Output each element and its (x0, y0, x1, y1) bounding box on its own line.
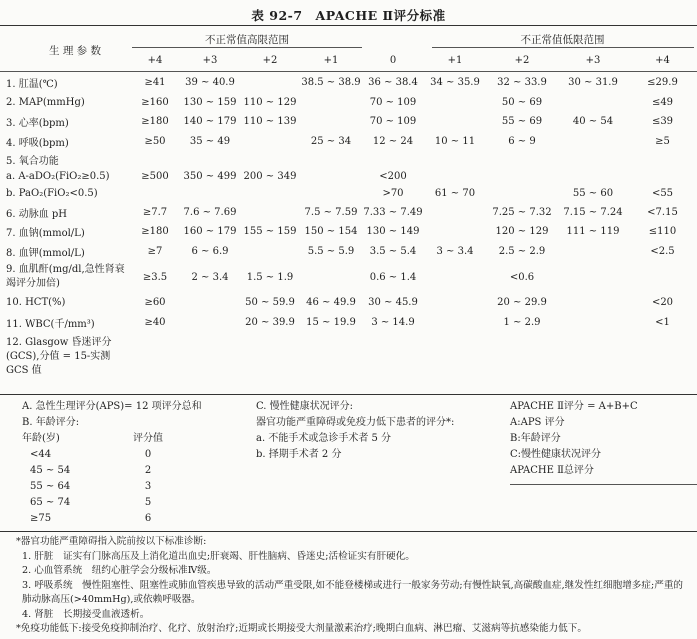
value-cell: 25 ~ 34 (310, 136, 352, 148)
value-cell (424, 168, 486, 185)
age-row (22, 447, 178, 463)
formula-rule (510, 484, 697, 485)
value-cell: 50 ~ 59.9 (245, 297, 295, 309)
formula-line: APACHE Ⅱ评分 = A+B+C (510, 401, 638, 412)
value-cell: <55 (651, 188, 674, 200)
value-cell: ≥160 (141, 96, 169, 108)
value-cell (300, 151, 362, 168)
value-cell (558, 168, 628, 185)
footnote-line: 1. 肝脏 证实有门脉高压及上消化道出血史;肝衰竭、肝性脑病、昏迷史;活检证实有肝硬化。 (22, 550, 415, 562)
table-row (0, 222, 697, 242)
value-cell (558, 151, 628, 168)
value-cell: 5.5 ~ 5.9 (307, 245, 355, 257)
value-cell (486, 332, 558, 388)
value-cell (628, 332, 697, 388)
value-cell: 0.6 ~ 1.4 (369, 271, 417, 283)
value-cell: 35 ~ 49 (189, 136, 231, 148)
score-header: +1 (323, 55, 339, 66)
value-cell (424, 93, 486, 113)
value-cell: 20 ~ 29.9 (497, 297, 547, 309)
table-row (0, 185, 697, 202)
value-cell (628, 151, 697, 168)
table-row (0, 202, 697, 222)
score-header: +4 (655, 55, 670, 66)
aps-block (22, 399, 252, 527)
value-cell (240, 202, 300, 222)
param-label: 4. 呼吸(bpm) (6, 138, 69, 150)
value-cell: 110 ~ 139 (243, 116, 297, 128)
age-range: 55 ~ 64 (30, 481, 71, 492)
table-row (0, 313, 697, 333)
value-cell: 3.5 ~ 5.4 (369, 245, 417, 257)
table-row (0, 73, 697, 93)
age-range: 65 ~ 74 (30, 497, 71, 508)
value-cell: ≥180 (141, 226, 169, 238)
footnote-line: *免疫功能低下:接受免疫抑制治疗、化疗、放射治疗;近期或长期接受大剂量激素治疗;晚期白血病、淋巴瘤、艾滋病等抗感染能力低下。 (16, 623, 587, 634)
formula-block (510, 399, 690, 479)
notes-top-rule (0, 531, 697, 532)
value-cell: 6 ~ 9 (508, 136, 536, 148)
value-cell (424, 332, 486, 388)
value-cell: 120 ~ 129 (495, 226, 549, 238)
value-cell (240, 185, 300, 202)
value-cell: 3 ~ 3.4 (436, 245, 474, 257)
score-header: +2 (514, 55, 530, 66)
value-cell: 2 ~ 3.4 (191, 271, 229, 283)
chronic-health-line: a. 不能手术或急诊手术者 5 分 (256, 433, 392, 444)
table-row (0, 242, 697, 262)
table-row (0, 168, 697, 185)
param-label: 12. Glasgow 昏迷评分(GCS),分值 = 15-实测 GCS 值 (6, 337, 112, 377)
value-cell (180, 313, 240, 333)
value-cell: ≥40 (144, 317, 166, 329)
score-header: +3 (202, 55, 218, 66)
age-col-header: 年龄(岁) (22, 433, 60, 444)
value-cell: 61 ~ 70 (434, 188, 476, 200)
value-cell (240, 242, 300, 262)
value-cell (486, 168, 558, 185)
value-cell (130, 151, 180, 168)
value-cell: 36 ~ 38.4 (368, 77, 418, 89)
age-score: 5 (144, 497, 152, 508)
value-cell (130, 185, 180, 202)
value-cell (362, 151, 424, 168)
formula-line: APACHE Ⅱ总评分 (510, 465, 594, 476)
value-cell (424, 112, 486, 132)
band-rule-high (132, 47, 362, 48)
footnote-line: 3. 呼吸系统 慢性阻塞性、阻塞性或肺血管疾患导致的活动严重受限,如不能登楼梯或进行一般家务劳动;有慢性缺氧,高碳酸血症,继发性红细胞增多症;严重的肺动脉高压(>40mmHg),或依赖呼吸器。 (22, 579, 684, 605)
value-cell (300, 93, 362, 113)
value-cell (558, 93, 628, 113)
value-cell (240, 151, 300, 168)
value-cell: 130 ~ 149 (366, 226, 420, 238)
chronic-health-block (256, 399, 506, 463)
value-cell: ≥60 (144, 297, 166, 309)
value-cell (558, 242, 628, 262)
value-cell (628, 168, 697, 185)
table-row (0, 93, 697, 113)
band-rule-low (432, 47, 694, 48)
high-range-header: 不正常值高限范围 (205, 34, 289, 46)
value-cell: ≥7 (147, 245, 163, 257)
value-cell (628, 261, 697, 293)
value-cell: ≥5 (655, 136, 670, 148)
value-cell: 12 ~ 24 (372, 136, 414, 148)
age-row (22, 479, 178, 495)
score-header: +4 (147, 55, 163, 66)
value-cell (424, 202, 486, 222)
value-cell: 1.5 ~ 1.9 (246, 271, 294, 283)
value-cell (240, 132, 300, 152)
param-label: 10. HCT(%) (6, 297, 66, 309)
value-cell: 40 ~ 54 (572, 116, 614, 128)
param-label: a. A-aDO₂(FiO₂≥0.5) (6, 171, 110, 183)
value-cell: ≥41 (144, 77, 166, 89)
param-label: 3. 心率(bpm) (6, 118, 69, 130)
value-cell: 130 ~ 159 (183, 96, 237, 108)
value-cell (558, 332, 628, 388)
value-cell: 200 ~ 349 (243, 171, 297, 183)
param-label: 5. 氧合功能 (6, 156, 59, 168)
value-cell: ≤49 (651, 96, 674, 108)
table-row (0, 132, 697, 152)
value-cell: ≥3.5 (142, 271, 168, 283)
chronic-health-line: b. 择期手术者 2 分 (256, 449, 342, 460)
age-row (22, 463, 178, 479)
footnotes (16, 535, 687, 637)
table-row (0, 151, 697, 168)
param-label: 9. 血肌酐(mg/dl,急性肾衰竭评分加倍) (6, 264, 125, 290)
low-range-header: 不正常值低限范围 (520, 34, 605, 46)
age-row (22, 511, 178, 527)
value-cell: 38.5 ~ 38.9 (301, 77, 361, 89)
param-label: 7. 血钠(mmol/L) (6, 228, 85, 240)
value-cell: 55 ~ 69 (501, 116, 543, 128)
table-row (0, 332, 697, 388)
aps-text: A. 急性生理评分(APS)= 12 项评分总和 (22, 401, 202, 412)
param-label: 6. 动脉血 pH (6, 208, 68, 220)
value-cell: 1 ~ 2.9 (503, 317, 541, 329)
value-cell (240, 73, 300, 93)
param-header: 生 理 参 数 (48, 45, 101, 57)
age-score-table (22, 431, 178, 527)
value-cell (424, 313, 486, 333)
value-cell: 15 ~ 19.9 (306, 317, 356, 329)
footnote-line: *器官功能严重障碍指入院前按以下标准诊断: (16, 536, 207, 547)
apache-table (0, 73, 697, 388)
chronic-health-line: C. 慢性健康状况评分: (256, 401, 354, 412)
param-label: 1. 肛温(℃) (6, 79, 58, 91)
value-cell (300, 185, 362, 202)
value-cell: 150 ~ 154 (304, 226, 358, 238)
value-cell (240, 332, 300, 388)
value-cell (180, 185, 240, 202)
value-cell: <1 (655, 317, 670, 329)
value-cell: 140 ~ 179 (183, 116, 237, 128)
value-cell: ≥7.7 (142, 206, 168, 218)
footnote-line: 4. 肾脏 长期接受血液透析。 (22, 608, 150, 620)
value-cell (300, 112, 362, 132)
value-cell: 160 ~ 179 (183, 226, 237, 238)
value-cell: 7.15 ~ 7.24 (563, 206, 623, 218)
value-cell: 7.6 ~ 7.69 (183, 206, 237, 218)
table-row (0, 261, 697, 293)
score-col-header: 评分值 (133, 433, 163, 444)
age-row (22, 495, 178, 511)
param-label: 8. 血钾(mmol/L) (6, 247, 85, 259)
value-cell: 30 ~ 31.9 (568, 77, 618, 89)
value-cell: 155 ~ 159 (243, 226, 297, 238)
value-cell: 55 ~ 60 (572, 188, 614, 200)
value-cell: 7.25 ~ 7.32 (492, 206, 552, 218)
param-label: 2. MAP(mmHg) (6, 96, 85, 108)
value-cell: <7.15 (647, 206, 678, 218)
value-cell: 30 ~ 45.9 (368, 297, 418, 309)
value-cell (300, 261, 362, 293)
value-cell (558, 132, 628, 152)
formula-line: C:慢性健康状况评分 (510, 449, 602, 460)
value-cell (424, 293, 486, 313)
value-cell: ≤29.9 (647, 77, 678, 89)
chronic-health-line: 器官功能严重障碍或免疫力低下患者的评分*: (256, 417, 455, 428)
value-cell (180, 151, 240, 168)
score-header: +3 (585, 55, 601, 66)
age-score: 0 (144, 449, 152, 460)
top-rule (0, 25, 697, 26)
value-cell: 70 ~ 109 (369, 116, 417, 128)
value-cell: 50 ~ 69 (501, 96, 543, 108)
value-cell: <2.5 (650, 245, 675, 257)
value-cell (424, 151, 486, 168)
value-cell: 70 ~ 109 (369, 96, 417, 108)
value-cell (300, 168, 362, 185)
value-cell: 34 ~ 35.9 (430, 77, 480, 89)
value-cell (424, 261, 486, 293)
value-cell: 10 ~ 11 (434, 136, 476, 148)
value-cell (424, 222, 486, 242)
value-cell: <0.6 (509, 271, 535, 283)
age-score-heading: B. 年龄评分: (22, 417, 80, 428)
value-cell: ≤39 (651, 116, 674, 128)
value-cell: 20 ~ 39.9 (245, 317, 295, 329)
param-label: b. PaO₂(FiO₂<0.5) (6, 188, 98, 200)
score-header: +2 (262, 55, 278, 66)
table-row (0, 112, 697, 132)
value-cell: 111 ~ 119 (566, 226, 620, 238)
table-bottom-rule (0, 394, 697, 395)
value-cell (558, 313, 628, 333)
value-cell (180, 293, 240, 313)
value-cell: 39 ~ 40.9 (185, 77, 235, 89)
value-cell (486, 185, 558, 202)
formula-line: A:APS 评分 (510, 417, 565, 428)
age-score: 2 (144, 465, 152, 476)
value-cell: 350 ~ 499 (183, 171, 237, 183)
value-cell: 32 ~ 33.9 (497, 77, 547, 89)
age-range: 45 ~ 54 (30, 465, 71, 476)
param-label: 11. WBC(千/mm³) (6, 319, 95, 331)
age-range: ≥75 (30, 513, 52, 524)
value-cell: 3 ~ 14.9 (371, 317, 415, 329)
value-cell: >70 (382, 188, 404, 200)
value-cell: ≥50 (144, 136, 166, 148)
value-cell (130, 332, 180, 388)
value-cell (362, 332, 424, 388)
formula-line: B:年龄评分 (510, 433, 561, 444)
age-range: <44 (30, 449, 52, 460)
value-cell: 2.5 ~ 2.9 (498, 245, 546, 257)
value-cell: 7.33 ~ 7.49 (363, 206, 423, 218)
value-cell (180, 332, 240, 388)
value-cell: ≥500 (141, 171, 169, 183)
value-cell: ≥180 (141, 116, 169, 128)
value-cell (486, 151, 558, 168)
value-cell: <20 (651, 297, 674, 309)
value-cell: 6 ~ 6.9 (191, 245, 229, 257)
header-bottom-rule (0, 71, 697, 72)
age-score: 6 (144, 513, 152, 524)
age-score: 3 (144, 481, 152, 492)
score-header: +1 (447, 55, 463, 66)
value-cell: <200 (379, 171, 407, 183)
value-cell: ≤110 (648, 226, 677, 238)
table-row (0, 293, 697, 313)
footnote-line: 2. 心血管系统 纽约心脏学会分级标准Ⅳ级。 (22, 565, 217, 576)
score-header: 0 (389, 55, 397, 66)
value-cell (558, 261, 628, 293)
table-title: 表 92-7 APACHE Ⅱ评分标准 (251, 8, 446, 23)
value-cell: 110 ~ 129 (243, 96, 297, 108)
value-cell (300, 332, 362, 388)
value-cell (558, 293, 628, 313)
value-cell: 46 ~ 49.9 (306, 297, 356, 309)
value-cell: 7.5 ~ 7.59 (304, 206, 358, 218)
